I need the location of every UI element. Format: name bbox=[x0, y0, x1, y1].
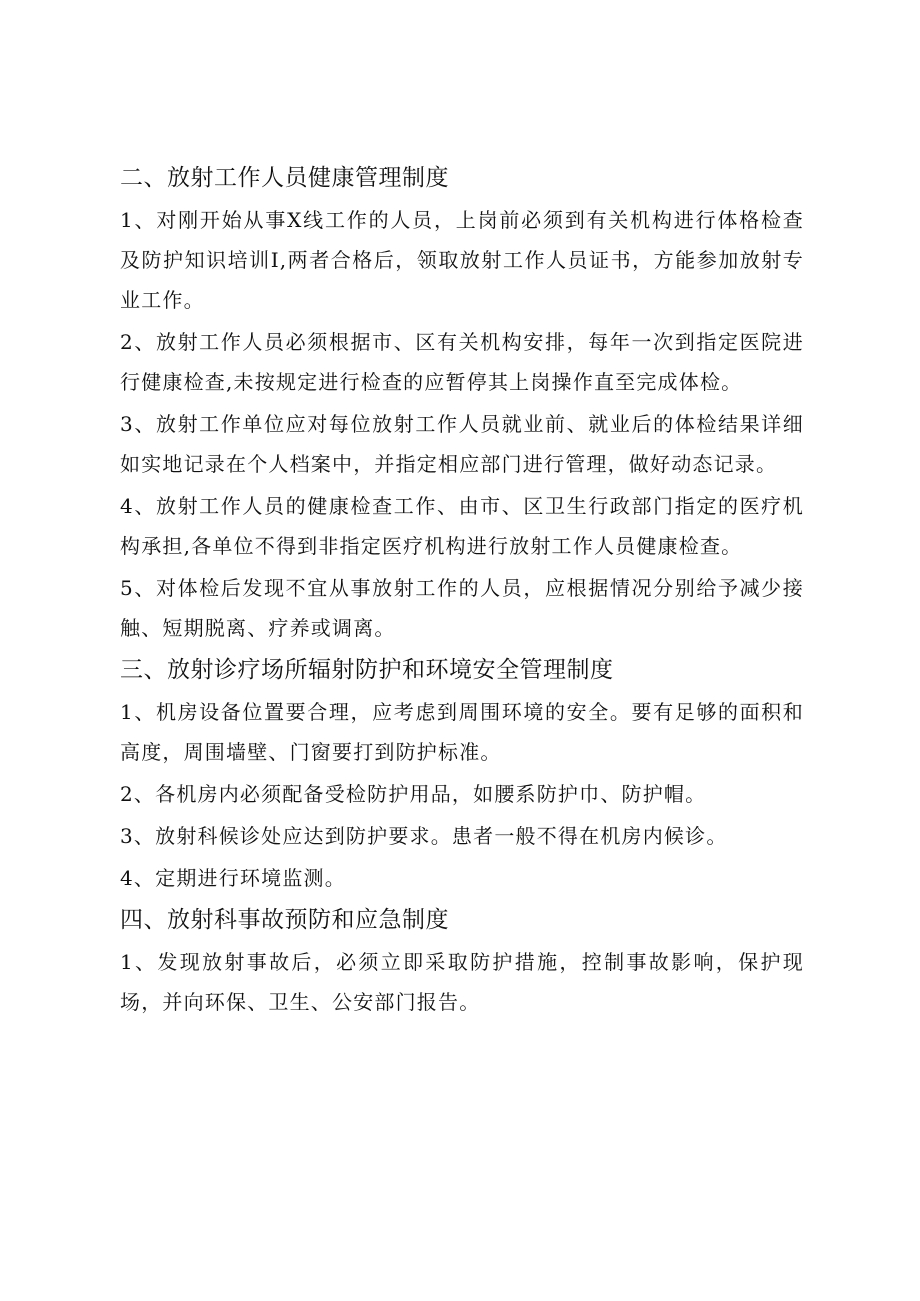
document-body bbox=[120, 156, 804, 1024]
paragraph: 2、放射工作人员必须根据市、区有关机构安排，每年一次到指定医院进行健康检查,未按规定进行检查的应暂停其上岗操作直至完成体检。 bbox=[120, 330, 804, 394]
paragraph: 1、机房设备位置要合理，应考虑到周围环境的安全。要有足够的面积和高度，周围墙壁、门窗要打到防护标准。 bbox=[120, 700, 804, 764]
paragraph: 3、放射工作单位应对每位放射工作人员就业前、就业后的体检结果详细如实地记录在个人档案中，并指定相应部门进行管理，做好动态记录。 bbox=[120, 412, 804, 476]
paragraph: 4、放射工作人员的健康检查工作、由市、区卫生行政部门指定的医疗机构承担,各单位不得到非指定医疗机构进行放射工作人员健康检查。 bbox=[120, 494, 804, 558]
section-heading-health-management: 二、放射工作人员健康管理制度 bbox=[120, 165, 449, 191]
section-heading-accident-prevention: 四、放射科事故预防和应急制度 bbox=[120, 907, 449, 933]
paragraph: 4、定期进行环境监测。 bbox=[120, 866, 346, 890]
paragraph: 1、发现放射事故后，必须立即采取防护措施，控制事故影响，保护现场，并向环保、卫生、公安部门报告。 bbox=[120, 950, 804, 1014]
paragraph: 5、对体检后发现不宜从事放射工作的人员，应根据情况分别给予减少接触、短期脱离、疗养或调离。 bbox=[120, 576, 804, 640]
section-heading-radiation-protection: 三、放射诊疗场所辐射防护和环境安全管理制度 bbox=[120, 657, 614, 683]
paragraph: 2、各机房内必须配备受检防护用品，如腰系防护巾、防护帽。 bbox=[120, 782, 707, 806]
paragraph: 3、放射科候诊处应达到防护要求。患者一般不得在机房内候诊。 bbox=[120, 824, 728, 848]
paragraph: 1、对刚开始从事X线工作的人员，上岗前必须到有关机构进行体格检查及防护知识培训I,两者合格后，领取放射工作人员证书，方能参加放射专业工作。 bbox=[120, 208, 804, 312]
